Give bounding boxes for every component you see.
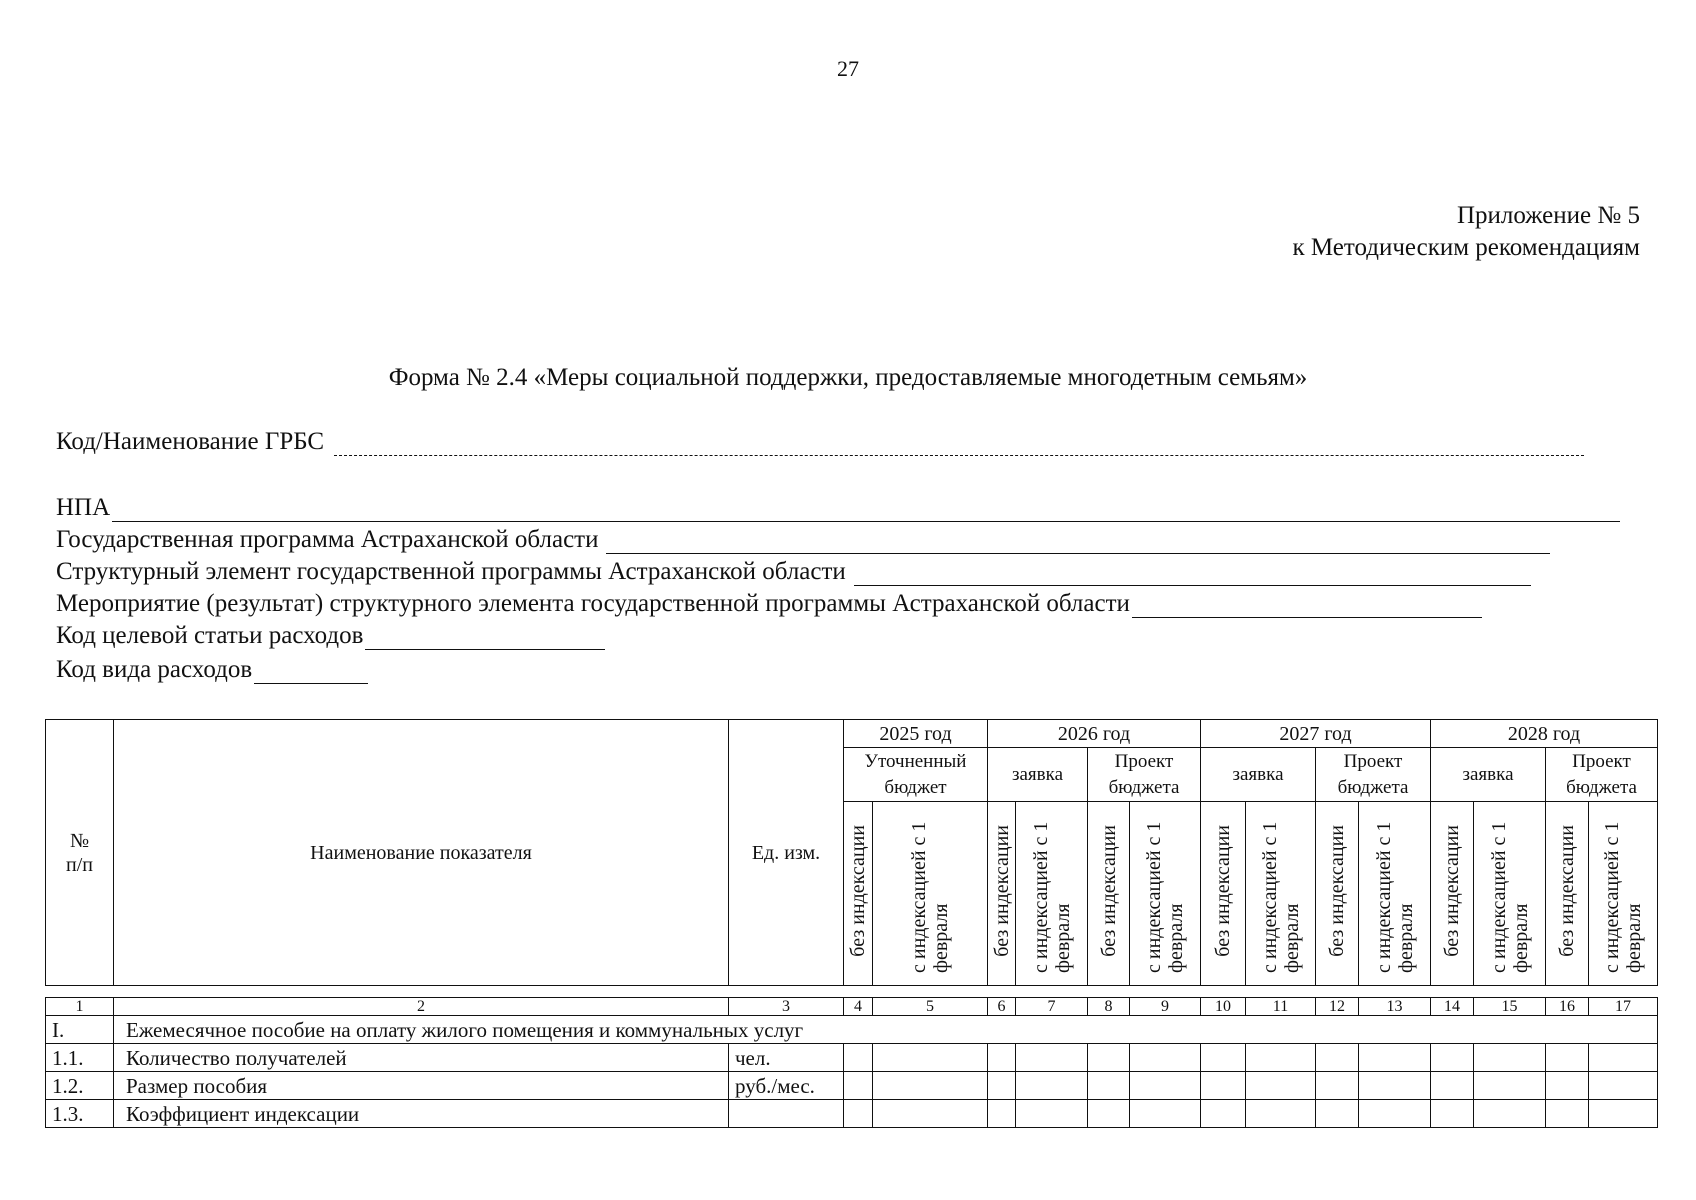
field-structural-element-label: Структурный элемент государственной программы Астраханской области	[56, 558, 846, 585]
appendix-line-1: Приложение № 5	[1456, 202, 1640, 229]
header-request-2028: заявка	[1431, 748, 1546, 802]
field-npa	[56, 494, 1620, 522]
header-request-2026: заявка	[988, 748, 1088, 802]
header-year-2025: 2025 год	[844, 720, 988, 748]
field-grbs-line[interactable]	[334, 433, 1584, 456]
value-cell[interactable]	[988, 1072, 1016, 1100]
header-draft-2026: Проект бюджета	[1088, 748, 1201, 802]
value-cell[interactable]	[1431, 1100, 1474, 1128]
value-cell[interactable]	[1246, 1072, 1316, 1100]
header-no-index-label: без индексации	[1326, 824, 1348, 957]
header-with-index-label: с индексацией с 1 февраля	[1372, 821, 1417, 973]
field-program-line[interactable]	[606, 531, 1550, 554]
value-cell[interactable]	[873, 1100, 988, 1128]
row-num: 1.1.	[46, 1044, 114, 1072]
header-no-index-label: без индексации	[1212, 824, 1234, 957]
value-cell[interactable]	[1589, 1044, 1658, 1072]
header-year-2026: 2026 год	[988, 720, 1201, 748]
value-cell[interactable]	[1359, 1100, 1431, 1128]
header-with-index	[1474, 802, 1546, 986]
field-target-code	[56, 622, 605, 650]
header-no-index	[988, 802, 1016, 986]
value-cell[interactable]	[1016, 1072, 1088, 1100]
section-name: Ежемесячное пособие на оплату жилого помещения и коммунальных услуг	[114, 1016, 1658, 1044]
column-number: 1	[46, 998, 114, 1016]
field-structural-element-line[interactable]	[854, 563, 1531, 586]
value-cell[interactable]	[1431, 1044, 1474, 1072]
header-with-index-label: с индексацией с 1 февраля	[1258, 821, 1303, 973]
header-with-index	[1589, 802, 1658, 986]
value-cell[interactable]	[988, 1044, 1016, 1072]
data-table	[45, 997, 1658, 1128]
column-number: 11	[1246, 998, 1316, 1016]
header-budget-2025: Уточненный бюджет	[844, 748, 988, 802]
header-with-index	[1246, 802, 1316, 986]
header-no-index	[1088, 802, 1130, 986]
header-with-index-label: с индексацией с 1 февраля	[1143, 821, 1187, 973]
value-cell[interactable]	[1016, 1044, 1088, 1072]
header-name: Наименование показателя	[114, 720, 729, 986]
value-cell[interactable]	[1589, 1100, 1658, 1128]
value-cell[interactable]	[1474, 1100, 1546, 1128]
header-table	[45, 719, 1658, 986]
header-unit: Ед. изм.	[729, 720, 844, 986]
column-number: 16	[1546, 998, 1589, 1016]
field-program-label: Государственная программа Астраханской области	[56, 526, 599, 553]
value-cell[interactable]	[1201, 1100, 1246, 1128]
header-no-index	[1546, 802, 1589, 986]
value-cell[interactable]	[1546, 1100, 1589, 1128]
column-number: 5	[873, 998, 988, 1016]
value-cell[interactable]	[1130, 1100, 1201, 1128]
value-cell[interactable]	[1130, 1044, 1201, 1072]
column-number: 13	[1359, 998, 1431, 1016]
table-row	[46, 1044, 1658, 1072]
header-draft-2028: Проект бюджета	[1546, 748, 1658, 802]
column-number: 15	[1474, 998, 1546, 1016]
header-no-index-label: без индексации	[1441, 824, 1463, 957]
appendix-line-2: к Методическим рекомендациям	[1292, 234, 1640, 261]
column-number: 12	[1316, 998, 1359, 1016]
field-event-line[interactable]	[1132, 595, 1482, 618]
header-with-index	[873, 802, 988, 986]
field-npa-line[interactable]	[112, 499, 1620, 522]
field-expense-code-label: Код вида расходов	[56, 656, 253, 683]
header-num	[46, 720, 114, 986]
value-cell[interactable]	[1546, 1072, 1589, 1100]
field-expense-code-line[interactable]	[254, 661, 368, 684]
value-cell[interactable]	[1246, 1044, 1316, 1072]
column-number-row	[46, 998, 1658, 1016]
value-cell[interactable]	[1316, 1044, 1359, 1072]
value-cell[interactable]	[1201, 1072, 1246, 1100]
header-year-2027: 2027 год	[1201, 720, 1431, 748]
column-number: 14	[1431, 998, 1474, 1016]
header-draft-2027: Проект бюджета	[1316, 748, 1431, 802]
field-structural-element	[56, 558, 1531, 586]
header-no-index	[1201, 802, 1246, 986]
header-no-index	[1431, 802, 1474, 986]
value-cell[interactable]	[1589, 1072, 1658, 1100]
row-name: Коэффициент индексации	[114, 1100, 729, 1128]
column-number: 8	[1088, 998, 1130, 1016]
value-cell[interactable]	[1359, 1044, 1431, 1072]
table-row	[46, 1100, 1658, 1128]
row-unit	[729, 1100, 844, 1128]
header-no-index-label: без индексации	[847, 824, 869, 957]
field-event	[56, 590, 1482, 618]
field-expense-code	[56, 656, 368, 684]
field-grbs	[56, 428, 1584, 456]
header-with-index	[1130, 802, 1201, 986]
value-cell[interactable]	[1474, 1044, 1546, 1072]
value-cell[interactable]	[844, 1100, 873, 1128]
value-cell[interactable]	[844, 1072, 873, 1100]
header-no-index	[844, 802, 873, 986]
form-title: Форма № 2.4 «Меры социальной поддержки, предоставляемые многодетным семьям»	[388, 364, 1308, 391]
field-grbs-label: Код/Наименование ГРБС	[56, 428, 325, 455]
value-cell[interactable]	[1431, 1072, 1474, 1100]
header-year-2028: 2028 год	[1431, 720, 1658, 748]
field-program	[56, 526, 1550, 554]
value-cell[interactable]	[1474, 1072, 1546, 1100]
column-number: 3	[729, 998, 844, 1016]
column-number: 6	[988, 998, 1016, 1016]
header-no-index-label: без индексации	[1556, 824, 1578, 957]
row-name: Количество получателей	[114, 1044, 729, 1072]
row-num: 1.3.	[46, 1100, 114, 1128]
row-name: Размер пособия	[114, 1072, 729, 1100]
header-with-index-label: с индексацией с 1 февраля	[908, 821, 952, 973]
value-cell[interactable]	[1201, 1044, 1246, 1072]
value-cell[interactable]	[1016, 1100, 1088, 1128]
header-with-index-label: с индексацией с 1 февраля	[1487, 821, 1532, 973]
value-cell[interactable]	[873, 1072, 988, 1100]
page-number: 27	[837, 56, 859, 81]
value-cell[interactable]	[1246, 1100, 1316, 1128]
value-cell[interactable]	[1359, 1072, 1431, 1100]
header-num-label: № п/п	[66, 829, 93, 876]
header-with-index	[1359, 802, 1431, 986]
value-cell[interactable]	[873, 1044, 988, 1072]
header-with-index	[1016, 802, 1088, 986]
header-request-2027: заявка	[1201, 748, 1316, 802]
column-number: 10	[1201, 998, 1246, 1016]
field-npa-label: НПА	[56, 494, 111, 521]
value-cell[interactable]	[988, 1100, 1016, 1128]
row-unit: руб./мес.	[729, 1072, 844, 1100]
header-no-index-label: без индексации	[990, 824, 1013, 957]
value-cell[interactable]	[1088, 1044, 1130, 1072]
row-unit: чел.	[729, 1044, 844, 1072]
section-row	[46, 1016, 1658, 1044]
header-with-index-label: с индексацией с 1 февраля	[1601, 821, 1645, 973]
column-number: 9	[1130, 998, 1201, 1016]
field-target-code-line[interactable]	[365, 627, 605, 650]
field-target-code-label: Код целевой статьи расходов	[56, 622, 364, 649]
value-cell[interactable]	[1088, 1072, 1130, 1100]
section-num: I.	[46, 1016, 114, 1044]
column-number: 17	[1589, 998, 1658, 1016]
value-cell[interactable]	[1546, 1044, 1589, 1072]
value-cell[interactable]	[1088, 1100, 1130, 1128]
column-number: 2	[114, 998, 729, 1016]
header-with-index-label: с индексацией с 1 февраля	[1029, 821, 1074, 973]
value-cell[interactable]	[1316, 1072, 1359, 1100]
table-row	[46, 1072, 1658, 1100]
column-number: 7	[1016, 998, 1088, 1016]
row-num: 1.2.	[46, 1072, 114, 1100]
appendix-label	[1292, 200, 1640, 264]
value-cell[interactable]	[1316, 1100, 1359, 1128]
value-cell[interactable]	[1130, 1072, 1201, 1100]
header-no-index-label: без индексации	[1097, 824, 1120, 957]
header-no-index	[1316, 802, 1359, 986]
column-number: 4	[844, 998, 873, 1016]
field-event-label: Мероприятие (результат) структурного элемента государственной программы Астраханской области	[56, 590, 1130, 617]
value-cell[interactable]	[844, 1044, 873, 1072]
